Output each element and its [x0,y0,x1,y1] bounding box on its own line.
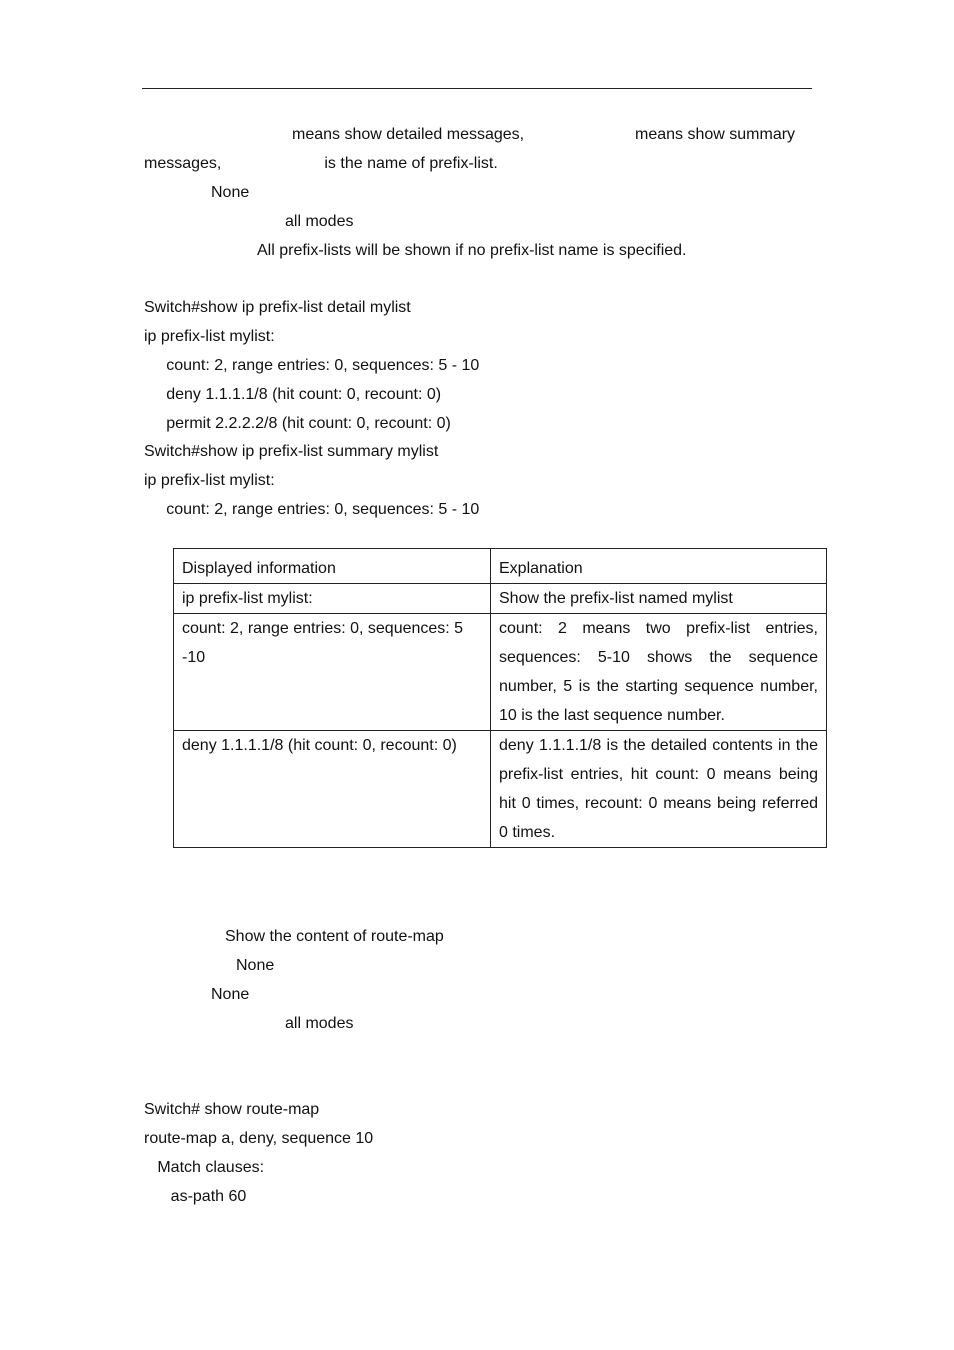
table-cell: Show the prefix-list named mylist [491,584,827,614]
table-cell: ip prefix-list mylist: [174,584,491,614]
param-name-text: is the name of prefix-list. [324,155,498,172]
table-cell: count: 2, range entries: 0, sequences: 5 -10 [174,614,491,731]
code-line: as-path 60 [144,1188,247,1205]
code-line: count: 2, range entries: 0, sequences: 5 - 10 [144,501,480,518]
display-info-table [173,548,827,848]
usage-guide-1: All prefix-lists will be shown if no prefix-list name is specified. [257,242,687,259]
default-value-2: None [211,986,250,1003]
table-header-row [174,549,827,584]
table-row [174,731,827,848]
command-mode-2: all modes [285,1015,354,1032]
param-detail-text: means show detailed messages, [292,126,525,143]
table-cell: deny 1.1.1.1/8 (hit count: 0, recount: 0) [174,731,491,848]
code-line: deny 1.1.1.1/8 (hit count: 0, recount: 0) [144,386,442,403]
code-line: Switch#show ip prefix-list summary mylist [144,443,439,460]
function-text-2: Show the content of route-map [225,928,444,945]
param-continuation [144,149,498,178]
code-line: permit 2.2.2.2/8 (hit count: 0, recount: 0) [144,415,451,432]
code-line: Switch#show ip prefix-list detail mylist [144,299,411,316]
param-messages-text: messages, [144,155,222,172]
default-value-1: None [211,184,250,201]
table-row [174,584,827,614]
parameter-text-2: None [236,957,275,974]
param-summary-text: means show summary [635,126,796,143]
header-rule [142,88,812,89]
code-line: ip prefix-list mylist: [144,328,275,345]
table-row [174,614,827,731]
table-header-cell: Explanation [491,549,827,584]
table-cell: deny 1.1.1.1/8 is the detailed contents in the prefix-list entries, hit count: 0 means being hit 0 times, recount: 0 means being referred 0 times. [491,731,827,848]
code-line: Match clauses: [144,1159,265,1176]
code-line: ip prefix-list mylist: [144,472,275,489]
command-mode-1: all modes [285,213,354,230]
code-line: route-map a, deny, sequence 10 [144,1130,374,1147]
table-header-cell: Displayed information [174,549,491,584]
code-line: Switch# show route-map [144,1101,320,1118]
code-line: count: 2, range entries: 0, sequences: 5 - 10 [144,357,480,374]
table-cell: count: 2 means two prefix-list entries, sequences: 5-10 shows the sequence number, 5 is the starting sequence number, 10 is the last sequence number. [491,614,827,731]
